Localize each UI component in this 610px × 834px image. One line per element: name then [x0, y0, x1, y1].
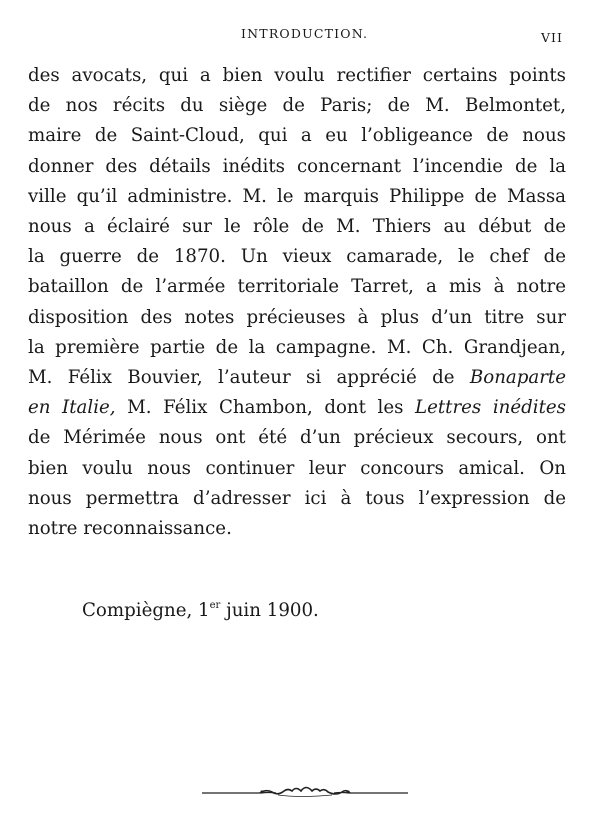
text-line: [28, 393, 566, 423]
book-title-italic: Lettres inédites: [415, 397, 566, 419]
text-line: [28, 363, 566, 393]
book-title-italic: Bonaparte: [469, 367, 566, 389]
signoff-place: Compiègne, 1: [82, 600, 210, 621]
signoff-date: juin 1900.: [220, 600, 319, 621]
text-line: bataillon de l’armée territoriale Tarret, a mis à notre: [28, 276, 566, 298]
page-number: VII: [541, 30, 563, 45]
text-line: la guerre de 1870. Un vieux camarade, le chef de: [28, 246, 566, 268]
text-line: la première partie de la campagne. M. Ch. Grandjean,: [28, 336, 566, 358]
text-run: M. Félix Chambon, dont les: [115, 397, 415, 419]
text-line: bien voulu nous continuer leur concours amical. On: [28, 457, 566, 479]
book-title-italic: en Italie,: [28, 397, 116, 419]
running-header: [0, 26, 610, 46]
running-title: INTRODUCTION.: [241, 26, 369, 41]
text-line: donner des détails inédits concernant l’incendie de la: [28, 155, 566, 177]
text-line: de Mérimée nous ont été d’un précieux secours, ont: [28, 427, 566, 449]
signoff-dateline: [82, 600, 319, 621]
text-line: de nos récits du siège de Paris; de M. Belmontet,: [28, 95, 566, 117]
text-line: nous a éclairé sur le rôle de M. Thiers au début de: [28, 216, 566, 238]
text-line: ville qu’il administre. M. le marquis Philippe de Massa: [28, 185, 566, 207]
body-paragraph: [28, 61, 566, 544]
text-line-last: notre reconnaissance.: [28, 518, 232, 540]
text-line: maire de Saint-Cloud, qui a eu l’obligeance de nous: [28, 125, 566, 147]
decorative-rule-ornament: [200, 780, 410, 804]
ordinal-superscript: er: [209, 600, 221, 611]
text-run: M. Félix Bouvier, l’auteur si apprécié de: [28, 367, 470, 389]
text-line: des avocats, qui a bien voulu rectifier certains points: [28, 65, 566, 86]
text-line: disposition des notes précieuses à plus d’un titre sur: [28, 306, 566, 328]
text-line: nous permettra d’adresser ici à tous l’expression de: [28, 487, 566, 509]
